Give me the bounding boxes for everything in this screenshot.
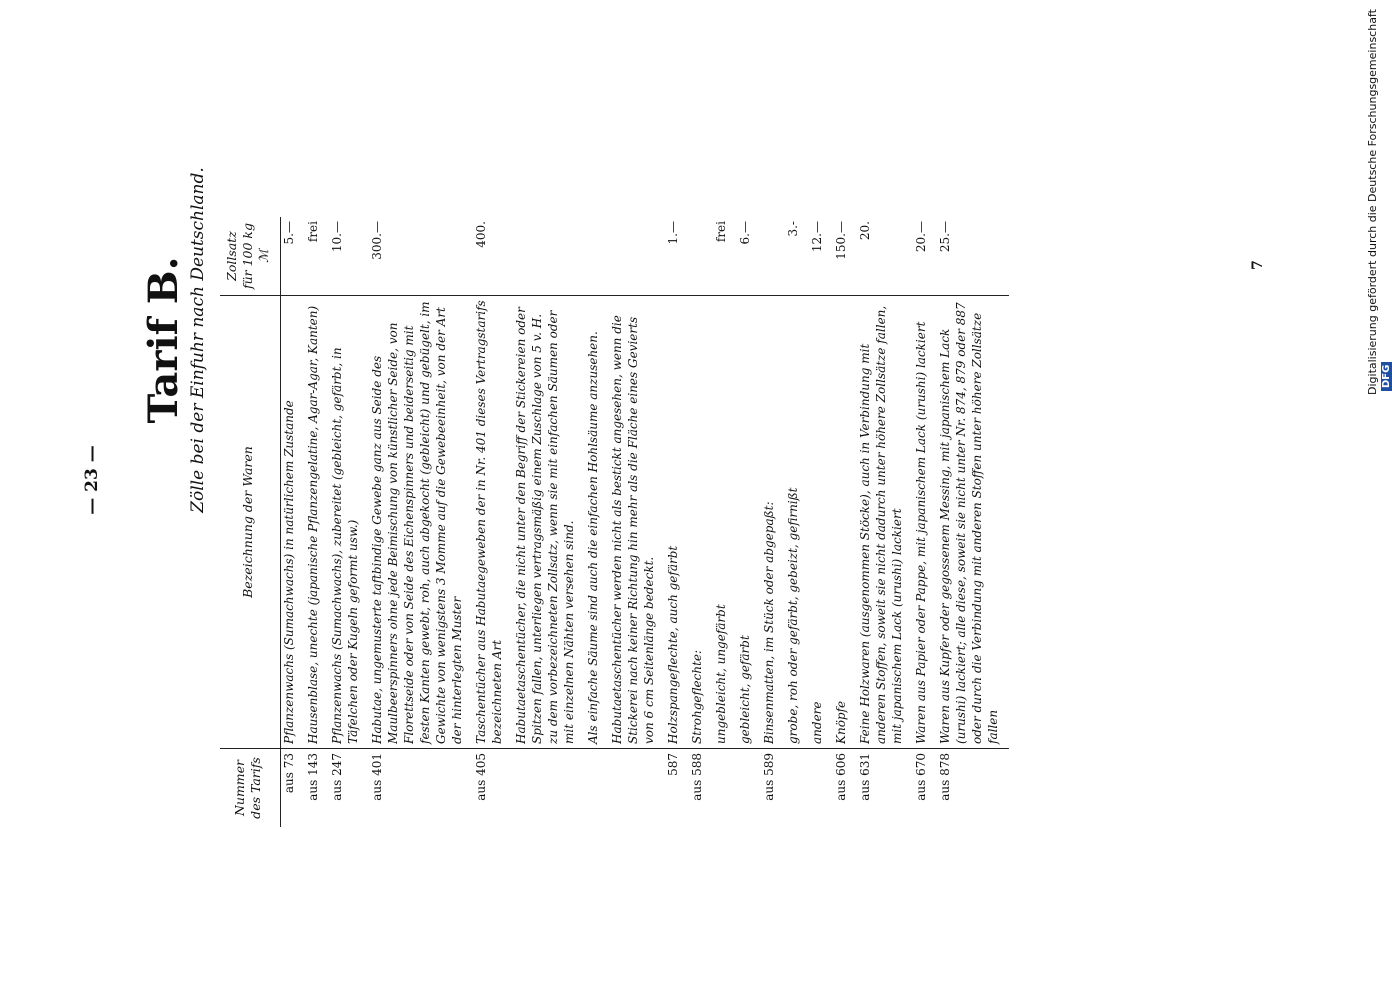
row-description: Strohgeflechte: [690, 649, 704, 744]
funding-note-text: Digitalisierung gefördert durch die Deutsche Forschungsgemeinschaft [1366, 9, 1379, 395]
row-description: gebleicht, gefärbt [738, 635, 752, 744]
row-number [737, 749, 753, 828]
tariff-rows [281, 217, 1010, 827]
row-rate: frei [305, 217, 321, 296]
row-number: aus 878 [937, 749, 1001, 828]
row-description: Pflanzenwachs (Sumachwachs) in natürlichem Zustande [282, 400, 296, 744]
row-number: aus 143 [305, 749, 321, 828]
row-description: andere [810, 701, 824, 744]
row-description: ungebleicht, ungefärbt [714, 604, 728, 744]
row-rate: 3.- [785, 217, 801, 296]
table-row [713, 217, 729, 827]
header-rate-unit: ℳ [256, 249, 271, 263]
row-description: Knöpfe [834, 700, 848, 744]
row-number: 587 [665, 749, 681, 828]
table-row [473, 217, 505, 827]
table-row [369, 217, 465, 827]
row-number [585, 749, 601, 828]
row-number: aus 589 [761, 749, 777, 828]
row-description: Habutaetaschentücher, die nicht unter den Begriff der Stickereien oder Spitzen fallen, unterliegen vertragsmäßig einem Zuschlage von 5 v. H. zu dem vorbezeichneten Zollsatz, wenn sie mit einfachen Säumen oder mit einzelnen Nähten versehen sind. [514, 307, 576, 744]
row-description: Feine Holzwaren (ausgenommen Stöcke), auch in Verbindung mit anderen Stoffen, soweit sie nicht dadurch unter höhere Zollsätze fallen, mit japanischem Lack (urushi) lackiert [858, 305, 904, 744]
table-row [761, 217, 777, 827]
row-number: aus 631 [857, 749, 905, 828]
table-row [585, 217, 601, 827]
row-rate: 1.— [665, 217, 681, 296]
table-row [281, 217, 298, 827]
row-description: Pflanzenwachs (Sumachwachs), zubereitet (gebleicht, gefärbt, in Täfelchen oder Kugeln geformt usw.) [330, 347, 360, 744]
row-description: Holzspangeflechte, auch gefärbt [666, 545, 680, 744]
header-number: Nummer des Tarifs [220, 749, 281, 828]
row-number [513, 749, 577, 828]
table-row [305, 217, 321, 827]
page-subtitle: Zölle bei der Einfuhr nach Deutschland. [188, 167, 208, 513]
row-rate [689, 217, 705, 296]
row-rate: 400. [473, 217, 505, 296]
row-description: Habutae, ungemusterte taftbindige Gewebe ganz aus Seide des Maulbeerspinners ohne jede Beimischung von künstlicher Seide, von Florettseide oder von Seide des Eichenspinners und beiderseitig mit festen Kanten gewebt, roh, auch abgekocht (gebleicht) und gebügelt, im Gewichte von wenigstens 3 Momme auf die Gewebeeinheit, von der Art der hinterlegten Muster [370, 301, 464, 744]
table-row [609, 217, 657, 827]
row-rate: 6.— [737, 217, 753, 296]
header-rate [220, 217, 281, 296]
row-rate [609, 217, 657, 296]
row-number [809, 749, 825, 828]
table-row [737, 217, 753, 827]
dfg-logo: DFG [1381, 362, 1392, 391]
row-number: aus 401 [369, 749, 465, 828]
row-number: aus 670 [913, 749, 929, 828]
page-number: — 23 — [82, 445, 102, 515]
row-description: grobe, roh oder gefärbt, gebeizt, gefirnißt [786, 487, 800, 744]
row-rate: 12.— [809, 217, 825, 296]
page-footer-mark: 7 [1250, 260, 1266, 270]
row-rate [513, 217, 577, 296]
row-number: aus 405 [473, 749, 505, 828]
row-rate: 5.— [281, 217, 298, 296]
table-row [913, 217, 929, 827]
row-description: Waren aus Kupfer oder gegossenem Messing, mit japanischem Lack (urushi) lackiert; alle diese, soweit sie nicht unter Nr. 874, 879 oder 887 oder durch die Verbindung mit anderen Stoffen unter höhere Zollsätze fallen [938, 302, 1000, 744]
tariff-table [220, 217, 1009, 827]
row-rate: 20. [857, 217, 905, 296]
row-rate: 25.— [937, 217, 1001, 296]
row-number: aus 588 [689, 749, 705, 828]
page-title: Tarif B. [140, 256, 187, 424]
row-description: Taschentücher aus Habutaegeweben der in Nr. 401 dieses Vertragstarifs bezeichneten Art [474, 300, 504, 744]
table-row [689, 217, 705, 827]
row-description: Habutaetaschentücher werden nicht als bestickt angesehen, wenn die Stickerei nach keiner Richtung hin mehr als die Fläche eines Gevierts von 6 cm Seitenlänge bedeckt. [610, 315, 656, 744]
header-description: Bezeichnung der Waren [220, 296, 281, 749]
table-row [513, 217, 577, 827]
row-rate: frei [713, 217, 729, 296]
table-row [329, 217, 361, 827]
row-number [713, 749, 729, 828]
table-row [809, 217, 825, 827]
table-row [665, 217, 681, 827]
row-description: Als einfache Säume sind auch die einfachen Hohlsäume anzusehen. [586, 331, 600, 744]
funding-note [1366, 0, 1392, 1000]
table-row [785, 217, 801, 827]
table-row [857, 217, 905, 827]
row-description: Waren aus Papier oder Pappe, mit japanischem Lack (urushi) lackiert [914, 321, 928, 744]
header-rate-label: Zollsatz für 100 kg [224, 222, 255, 290]
row-number: aus 73 [281, 749, 298, 828]
table-row [937, 217, 1001, 827]
row-number: aus 606 [833, 749, 849, 828]
row-rate: 300.— [369, 217, 465, 296]
row-number [609, 749, 657, 828]
row-rate [585, 217, 601, 296]
row-rate: 10.— [329, 217, 361, 296]
row-description: Binsenmatten, im Stück oder abgepaßt: [762, 501, 776, 744]
row-number: aus 247 [329, 749, 361, 828]
row-number [785, 749, 801, 828]
table-row [833, 217, 849, 827]
row-rate: 20.— [913, 217, 929, 296]
row-description: Hausenblase, unechte (japanische Pflanzengelatine, Agar-Agar, Kanten) [306, 305, 320, 744]
row-rate [761, 217, 777, 296]
row-rate: 150.— [833, 217, 849, 296]
